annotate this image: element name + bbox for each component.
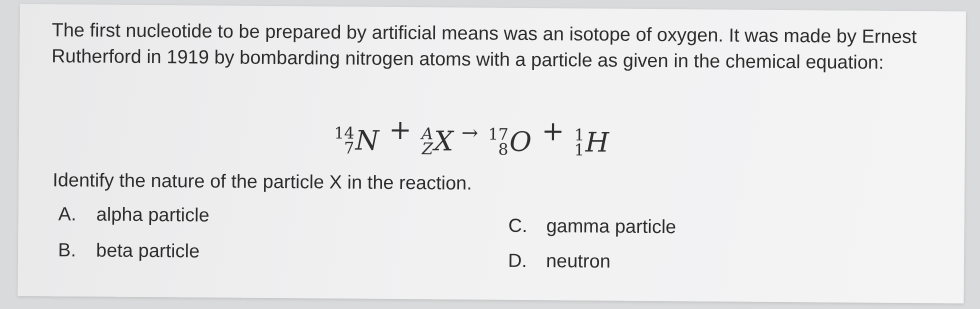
plus-sign: + bbox=[388, 114, 412, 147]
option-text: beta particle bbox=[95, 240, 200, 263]
option-a[interactable] bbox=[58, 204, 209, 227]
question-prompt: Identify the nature of the particle X in the reaction. bbox=[52, 170, 472, 195]
option-c[interactable] bbox=[508, 216, 676, 239]
intro-paragraph: The first nucleotide to be prepared by artificial means was an isotope of oxygen. It was made by Ernest Rutherford in 1919 by bombarding nitrogen atoms with a particle as given in the chemical equation: bbox=[51, 20, 917, 74]
nuclear-equation bbox=[334, 114, 609, 158]
nuclide-particle-x bbox=[421, 126, 453, 157]
option-text: gamma particle bbox=[546, 216, 677, 239]
option-d[interactable] bbox=[508, 251, 611, 274]
hydrogen-mass-number: 1 bbox=[574, 125, 585, 145]
oxygen-atomic-number: 8 bbox=[498, 139, 509, 159]
particle-symbol: X bbox=[433, 125, 454, 157]
nitrogen-mass-number: 14 bbox=[333, 123, 355, 143]
particle-atomic-number: Z bbox=[421, 139, 434, 159]
nitrogen-symbol: N bbox=[355, 125, 380, 157]
particle-mass-number: A bbox=[421, 124, 434, 144]
option-text: alpha particle bbox=[96, 204, 210, 227]
plus-sign: + bbox=[541, 116, 565, 148]
option-letter: B. bbox=[57, 240, 77, 262]
option-b[interactable] bbox=[58, 240, 200, 263]
option-letter: C. bbox=[508, 215, 528, 237]
nuclide-hydrogen bbox=[574, 127, 609, 158]
nitrogen-atomic-number: 7 bbox=[343, 138, 355, 158]
nuclide-oxygen bbox=[488, 126, 532, 157]
oxygen-symbol: O bbox=[509, 126, 532, 158]
hydrogen-atomic-number: 1 bbox=[574, 140, 585, 160]
option-letter: D. bbox=[507, 250, 528, 272]
oxygen-mass-number: 17 bbox=[488, 124, 509, 144]
nuclide-nitrogen bbox=[334, 125, 379, 156]
question-card bbox=[18, 4, 966, 303]
hydrogen-symbol: H bbox=[585, 126, 610, 159]
reaction-arrow-icon: → bbox=[461, 120, 479, 145]
option-letter: A. bbox=[58, 204, 77, 226]
option-text: neutron bbox=[545, 251, 611, 273]
